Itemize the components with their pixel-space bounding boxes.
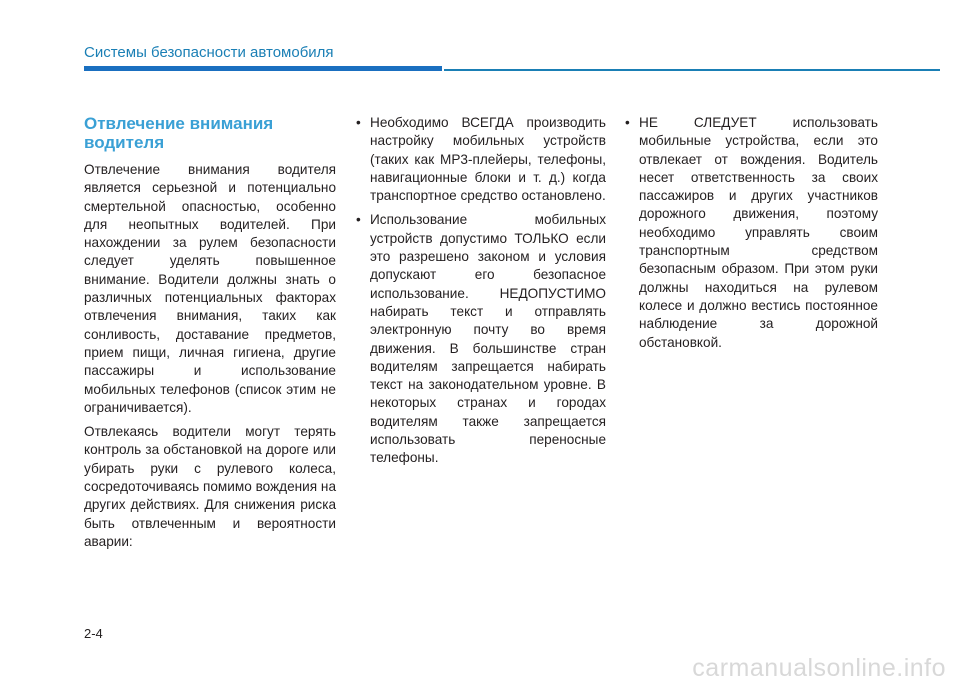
section-heading: Отвлечение внимания водителя [84, 114, 274, 152]
column-2 [356, 114, 606, 474]
watermark: carmanualsonline.info [692, 654, 946, 682]
risk-paragraph: Отвлекаясь водители могут терять контроль за обстановкой на дороге или убирать руки с рулевого колеса, сосредоточиваясь помимо вождения на других действиях. Для снижения риска быть отвлеченным и вероятности аварии: [84, 424, 336, 549]
list-item [625, 114, 878, 352]
bullet-icon: • [356, 212, 361, 228]
list-item-text: Необходимо ВСЕГДА производить настройку мобильных устройств (таких как MP3-плейеры, телефоны, навигационные блоки и т. д.) когда транспортное средство остановлено. [370, 115, 606, 204]
bullet-icon: • [625, 115, 630, 130]
list-item-text: НЕ СЛЕДУЕТ использовать мобильные устройства, если это отвлекает от вождения. Водитель несет ответственность за своих пассажиров и других участников дорожного движения, поэтому необходимо управлять своим транспортным средством безопасным образом. При этом руки должны находиться на рулевом колесе и должно вестись постоянное наблюдение за дорожной обстановкой. [639, 115, 878, 350]
page-number: 2-4 [84, 626, 103, 641]
section-header-title: Системы безопасности автомобиля [84, 44, 334, 61]
header-rule-thick [84, 66, 442, 71]
list-item [356, 211, 606, 467]
column-1 [84, 114, 336, 557]
list-item [356, 114, 606, 205]
column-3 [625, 114, 878, 358]
list-item-text: Использование мобильных устройств допустимо ТОЛЬКО если это разрешено законом и условия допускают его безопасное использование. НЕДОПУСТИМО набирать текст и отправлять электронную почту во время движения. В большинстве стран водителям запрещается набирать текст на законодательном уровне. В некоторых странах и городах водителям также запрещается использовать переносные телефоны. [370, 212, 606, 466]
header-rule-thin [444, 69, 940, 71]
bullet-icon: • [356, 115, 361, 130]
intro-paragraph: Отвлечение внимания водителя является серьезной и потенциально смертельной опасностью, особенно для неопытных водителей. При нахождении за рулем безопасности следует уделять повышенное внимание. Водители должны знать о различных потенциальных факторах отвлечения внимания, таких как сонливость, доставание предметов, прием пищи, личная гигиена, другие пассажиры и использование мобильных телефонов (список этим не ограничивается). [84, 162, 336, 415]
